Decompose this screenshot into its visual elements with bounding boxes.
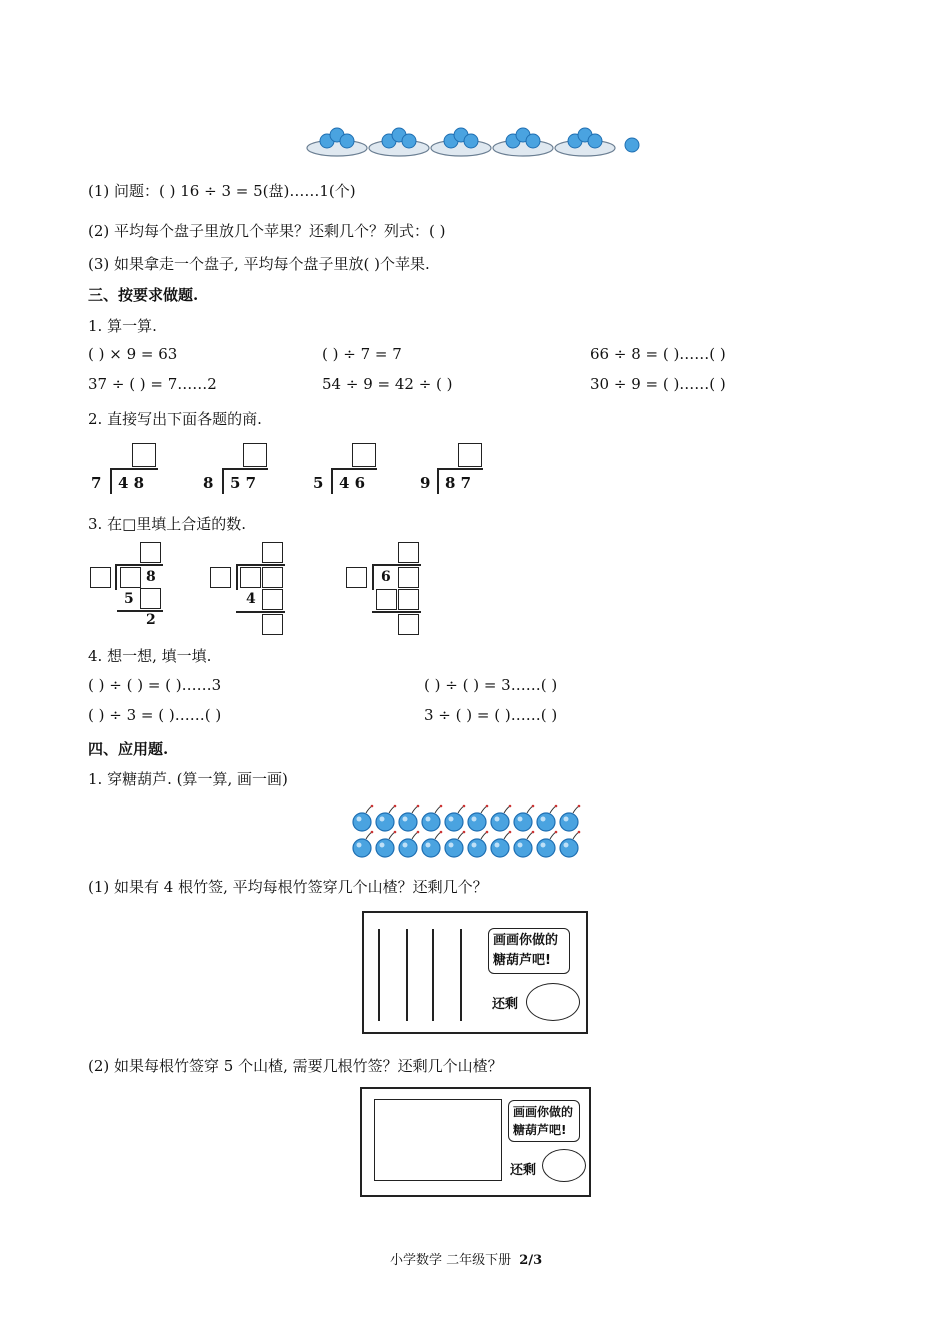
s3-p2-title: 2. 直接写出下面各题的商. <box>88 410 262 428</box>
division-bar <box>437 468 483 470</box>
quotient-box[interactable] <box>262 542 283 563</box>
plate-4 <box>493 128 553 156</box>
calc-r2c1: 37 ÷ ( ) = 7……2 <box>88 375 217 393</box>
divisor: 8 <box>203 474 214 492</box>
dividend-tens-box[interactable] <box>240 567 261 588</box>
calc-r2c3: 30 ÷ 9 = ( )……( ) <box>590 375 726 393</box>
bamboo-stick <box>406 929 408 1021</box>
drawing-box-2[interactable] <box>360 1087 591 1197</box>
hawthorn-row-1 <box>353 805 580 831</box>
dividend-ones-box[interactable] <box>262 567 283 588</box>
divisor: 7 <box>91 474 102 492</box>
division-bracket <box>437 468 439 494</box>
remain-oval[interactable] <box>542 1149 586 1182</box>
bamboo-stick <box>460 929 462 1021</box>
think-r2c2: 3 ÷ ( ) = ( )……( ) <box>424 706 558 724</box>
apple-q1: (1) 问题：( ) 16 ÷ 3 = 5(盘)……1(个) <box>88 182 356 200</box>
product-tens: 5 <box>124 591 134 607</box>
calc-r1c3: 66 ÷ 8 = ( )……( ) <box>590 345 726 363</box>
apple-q3: (3) 如果拿走一个盘子, 平均每个盘子里放( )个苹果. <box>88 255 430 273</box>
speech-bubble: 画画你做的糖葫芦吧! <box>488 928 570 974</box>
think-r2c1: ( ) ÷ 3 = ( )……( ) <box>88 706 222 724</box>
product-ones-box[interactable] <box>140 588 161 609</box>
dividend: 8 7 <box>445 474 472 492</box>
calc-r1c2: ( ) ÷ 7 = 7 <box>322 345 402 363</box>
subtract-line <box>117 610 163 612</box>
division-bar <box>236 564 285 566</box>
division-bar <box>110 468 158 470</box>
division-bracket <box>110 468 112 494</box>
dividend: 5 7 <box>230 474 257 492</box>
s3-p1-title: 1. 算一算. <box>88 317 157 335</box>
think-r1c2: ( ) ÷ ( ) = 3……( ) <box>424 676 558 694</box>
section3-title: 三、按要求做题. <box>88 286 199 304</box>
dividend-tens-box[interactable] <box>120 567 141 588</box>
quotient-box[interactable] <box>458 443 482 467</box>
footer <box>390 1249 542 1268</box>
quotient-box[interactable] <box>132 443 156 467</box>
section4-title: 四、应用题. <box>88 740 169 758</box>
subtract-line <box>372 611 421 613</box>
remainder: 2 <box>146 612 156 628</box>
division-bar <box>331 468 377 470</box>
leftover-apple <box>625 138 639 152</box>
remain-label: 还剩 <box>510 1163 537 1178</box>
s3-p3-title: 3. 在□里填上合适的数. <box>88 515 247 533</box>
product-ones-box[interactable] <box>262 589 283 610</box>
s4-p1-title: 1. 穿糖葫芦. (算一算, 画一画) <box>88 770 288 788</box>
dividend-ones-box[interactable] <box>398 567 419 588</box>
page-number: 2/3 <box>519 1253 543 1268</box>
division-bracket <box>372 564 374 590</box>
division-bracket <box>331 468 333 494</box>
drawing-area[interactable] <box>374 1099 502 1181</box>
footer-text: 小学数学 二年级下册 <box>390 1253 512 1268</box>
remainder-box[interactable] <box>398 614 419 635</box>
dividend: 4 6 <box>339 474 366 492</box>
division-bracket <box>115 564 117 590</box>
remainder-box[interactable] <box>262 614 283 635</box>
plate-5 <box>555 128 615 156</box>
quotient-box[interactable] <box>243 443 267 467</box>
division-bar <box>115 564 163 566</box>
drawing-box-1[interactable] <box>362 911 588 1034</box>
plate-3 <box>431 128 491 156</box>
hawthorn-row-2 <box>353 831 580 857</box>
quotient-box[interactable] <box>398 542 419 563</box>
division-bar <box>222 468 268 470</box>
divisor: 5 <box>313 474 324 492</box>
dividend-ones: 8 <box>146 569 156 585</box>
division-bar <box>372 564 421 566</box>
s4-q1: (1) 如果有 4 根竹签, 平均每根竹签穿几个山楂？还剩几个？ <box>88 878 488 896</box>
s4-q2: (2) 如果每根竹签穿 5 个山楂, 需要几根竹签？还剩几个山楂？ <box>88 1057 503 1075</box>
think-r1c1: ( ) ÷ ( ) = ( )……3 <box>88 676 222 694</box>
remain-label: 还剩 <box>492 997 519 1012</box>
apple-q2: (2) 平均每个盘子里放几个苹果？还剩几个？列式：( ) <box>88 222 446 240</box>
bamboo-stick <box>378 929 380 1021</box>
speech-bubble: 画画你做的糖葫芦吧! <box>508 1100 580 1142</box>
calc-r1c1: ( ) × 9 = 63 <box>88 345 178 363</box>
subtract-line <box>236 611 285 613</box>
dividend-tens: 6 <box>381 569 391 585</box>
divisor-box[interactable] <box>210 567 231 588</box>
dividend: 4 8 <box>118 474 145 492</box>
division-bracket <box>236 564 238 590</box>
divisor-box[interactable] <box>90 567 111 588</box>
product-tens-box[interactable] <box>376 589 397 610</box>
calc-r2c2: 54 ÷ 9 = 42 ÷ ( ) <box>322 375 453 393</box>
remain-oval[interactable] <box>526 983 580 1021</box>
product-ones-box[interactable] <box>398 589 419 610</box>
apple-plates-illustration <box>300 122 650 162</box>
divisor: 9 <box>420 474 431 492</box>
product-tens: 4 <box>246 591 256 607</box>
quotient-box[interactable] <box>352 443 376 467</box>
hawthorn-illustration <box>352 804 597 862</box>
plate-1 <box>307 128 367 156</box>
bamboo-stick <box>432 929 434 1021</box>
division-bracket <box>222 468 224 494</box>
divisor-box[interactable] <box>346 567 367 588</box>
quotient-box[interactable] <box>140 542 161 563</box>
s3-p4-title: 4. 想一想, 填一填. <box>88 647 212 665</box>
plate-2 <box>369 128 429 156</box>
